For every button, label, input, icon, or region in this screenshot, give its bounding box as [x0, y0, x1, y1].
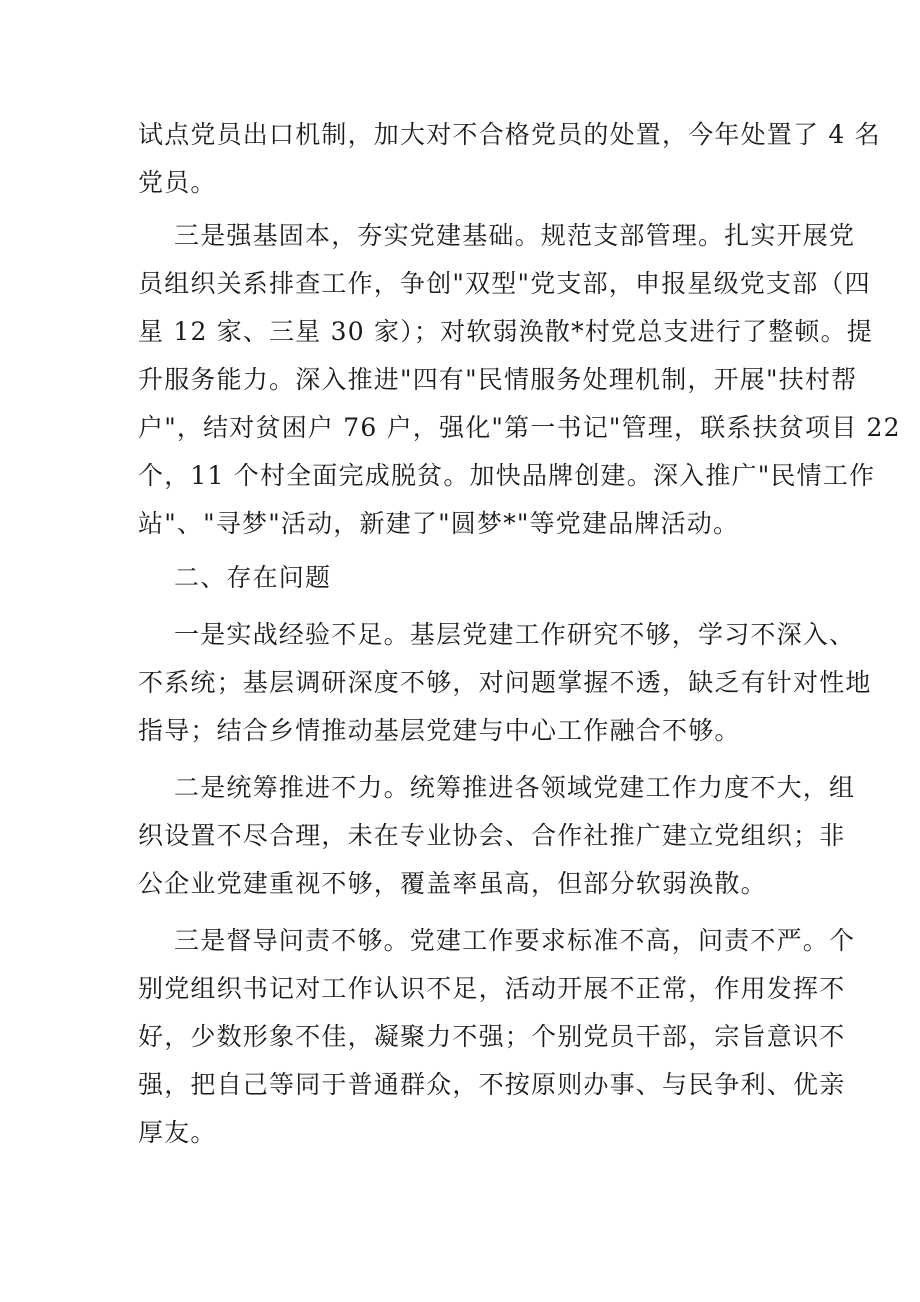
text-line: 别党组织书记对工作认识不足，活动开展不正常，作用发挥不 [138, 974, 846, 1003]
text-line: 强，把自己等同于普通群众，不按原则办事、与民争利、优亲 [138, 1070, 846, 1099]
paragraph-heading-line: 一是实战经验不足。基层党建工作研究不够，学习不深入、 [174, 620, 856, 649]
text-line: 试点党员出口机制，加大对不合格党员的处置，今年处置了 4 名 [138, 120, 881, 149]
text-line: 员组织关系排查工作，争创"双型"党支部，申报星级党支部（四 [138, 269, 871, 298]
text-line: 指导；结合乡情推动基层党建与中心工作融合不够。 [138, 716, 741, 745]
paragraph-heading-line: 三是强基固本，夯实党建基础。规范支部管理。扎实开展党 [174, 221, 856, 250]
text-line: 升服务能力。深入推进"四有"民情服务处理机制，开展"扶村帮 [138, 365, 858, 394]
text-line: 好，少数形象不佳，凝聚力不强；个别党员干部，宗旨意识不 [138, 1022, 846, 1051]
text-line: 个，11 个村全面完成脱贫。加快品牌创建。深入推广"民情工作 [138, 461, 876, 490]
text-line: 党员。 [138, 168, 217, 197]
section-heading: 二、存在问题 [174, 563, 332, 592]
text-line: 厚友。 [138, 1118, 217, 1147]
paragraph-heading-line: 三是督导问责不够。党建工作要求标准不高，问责不严。个 [174, 926, 856, 955]
text-line: 公企业党建重视不够，覆盖率虽高，但部分软弱涣散。 [138, 869, 767, 898]
text-line: 星 12 家、三星 30 家）；对软弱涣散*村党总支进行了整顿。提 [138, 317, 874, 346]
paragraph-heading-line: 二是统筹推进不力。统筹推进各领域党建工作力度不大，组 [174, 773, 856, 802]
text-line: 户"，结对贫困户 76 户，强化"第一书记"管理，联系扶贫项目 22 [138, 413, 901, 442]
text-line: 不系统；基层调研深度不够，对问题掌握不透，缺乏有针对性地 [138, 668, 872, 697]
text-line: 织设置不尽合理，未在专业协会、合作社推广建立党组织；非 [138, 821, 846, 850]
text-line: 站"、"寻梦"活动，新建了"圆梦*"等党建品牌活动。 [138, 509, 740, 538]
